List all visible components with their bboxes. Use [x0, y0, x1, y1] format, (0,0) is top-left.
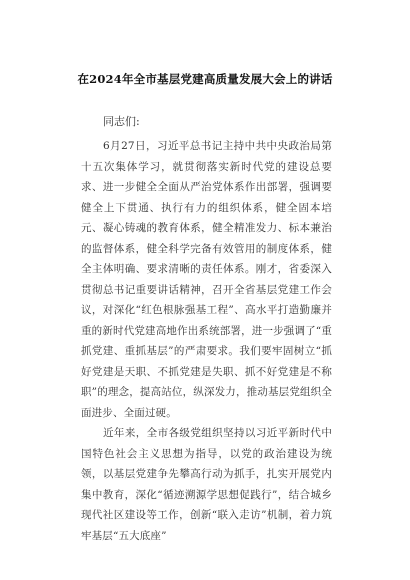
- paragraph-1: 6月27日，习近平总书记主持中共中央政治局第十五次集体学习，就贯彻落实新时代党的建设总要求、进一步健全全面从严治党体系作出部署，强调要健全上下贯通、执行有力的组织体系，健全固本培元、凝心铸魂的教育体系，健全精准发力、标本兼治的监督体系，健全科学完备有效管用的制度体系，健全主体明确、要求清晰的责任体系。刚才，省委深入贯彻总书记重要讲话精神，召开全省基层党建工作会议，对深化“红色根脉强基工程”、高水平打造勤廉并重的新时代党建高地作出系统部署，进一步强调了“重抓党建、重抓基层”的严肃要求。我们要牢固树立“抓好党建是天职、不抓党建是失职、抓不好党建是不称职”的理念，提高站位，纵深发力，推动基层党组织全面进步、全面过硬。: [81, 140, 332, 419]
- paragraph-2: 近年来，全市各级党组织坚持以习近平新时代中国特色社会主义思想为指导，以党的政治建设为统领，以基层党建争先攀高行动为抓手，扎实开展党内集中教育，深化“循迹溯源学思想促践行”，结合城乡现代社区建设等工作，创新“联入走访”机制，着力筑牢基层“五大底座”: [81, 427, 332, 542]
- document-title: 在2024年全市基层党建高质量发展大会上的讲话: [77, 72, 333, 86]
- greeting: 同志们:: [103, 115, 140, 128]
- document-body: [81, 113, 332, 546]
